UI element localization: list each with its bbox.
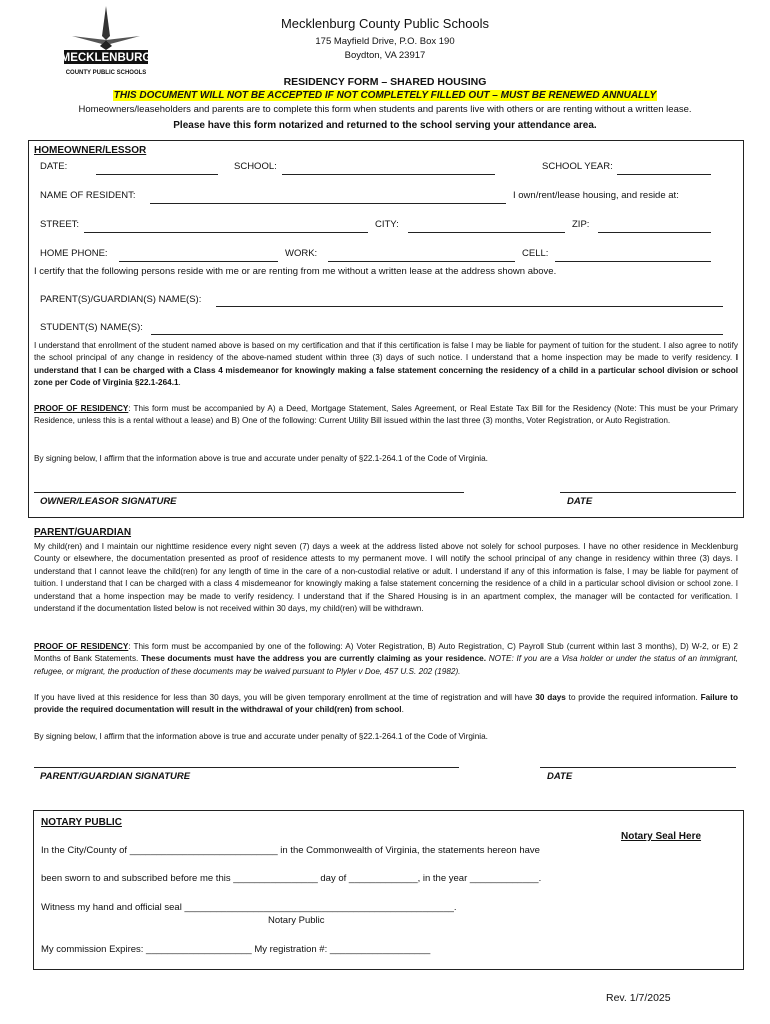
revision-date: Rev. 1/7/2025 <box>606 992 671 1004</box>
notary-commission-line[interactable]: My commission Expires: ____________________ My registration #: ___________________ <box>41 944 431 955</box>
work-phone-label: WORK: <box>285 248 318 259</box>
address-line-1: 175 Mayfield Drive, P.O. Box 190 <box>315 36 455 47</box>
work-phone-field[interactable] <box>328 261 515 262</box>
homeowner-heading: HOMEOWNER/LESSOR <box>34 145 147 156</box>
parent-date-field[interactable] <box>540 767 736 768</box>
notary-public-label: Notary Public <box>268 915 325 926</box>
certify-statement: I certify that the following persons reside with me or are renting from me without a written lease at the address shown above. <box>34 266 557 277</box>
owner-understanding-paragraph: I understand that enrollment of the student named above is based on my certification and that if this certification is false I may be liable for payment of tuition for the student. I also agree to notify the school principal of any change in residency of the above-named student within three (3) days of such notice. I understand that a home inspection may be made to verify residency. I understand that I can be charged with a Class 4 misdemeanor for knowingly making a false statement concerning the residency of a child in a particular school division or school zone per Code of Virginia §22.1-264.1. <box>34 341 738 388</box>
date-field[interactable] <box>96 174 218 175</box>
svg-text:MECKLENBURG: MECKLENBURG <box>60 52 152 64</box>
school-year-label: SCHOOL YEAR: <box>542 161 613 172</box>
owner-proof-paragraph: PROOF OF RESIDENCY: This form must be accompanied by A) a Deed, Mortgage Statement, Sales Agreement, or Real Estate Tax Bill for the Residency (Note: This must be your Primary Residence, unless this is a rental without a lease) and B) One of the following: Current Utility Bill issued within the last three (3) months, Voter Registration, or Auto Registration. <box>34 404 738 426</box>
owner-date-label: DATE <box>567 496 593 507</box>
owner-date-field[interactable] <box>560 492 736 493</box>
zip-field[interactable] <box>598 232 711 233</box>
parents-names-field[interactable] <box>216 306 723 307</box>
city-field[interactable] <box>408 232 565 233</box>
owner-signature-label: OWNER/LEASOR SIGNATURE <box>40 496 177 507</box>
notary-jurisdiction-line[interactable]: In the City/County of ____________________________ in the Commonwealth of Virginia, the statements hereon have <box>41 845 540 856</box>
cell-phone-label: CELL: <box>522 248 549 259</box>
own-rent-label: I own/rent/lease housing, and reside at: <box>513 190 679 201</box>
home-phone-field[interactable] <box>119 261 278 262</box>
notary-sworn-line[interactable]: been sworn to and subscribed before me this ________________ day of _____________, in the year _____________. <box>41 873 542 884</box>
students-names-field[interactable] <box>151 334 723 335</box>
parents-names-label: PARENT(S)/GUARDIAN(S) NAME(S): <box>40 294 202 305</box>
school-district-name: Mecklenburg County Public Schools <box>280 16 490 31</box>
parent-proof-paragraph: PROOF OF RESIDENCY: This form must be accompanied by one of the following: A) Voter Registration, B) Auto Registration, C) Payroll Stub (current within last 3 months), D) W-2, or E) 2 Months of Bank Statements. These documents must have the address you are currently claiming as your residence. NOTE: If you are a Visa holder or under the status of an immigrant, refugee, or migrant, the production of these documents may be waived pursuant to Plyler v Doe, 457 U.S. 202 (1982). <box>34 642 738 676</box>
home-phone-label: HOME PHONE: <box>40 248 108 259</box>
school-year-field[interactable] <box>617 174 711 175</box>
notary-heading: NOTARY PUBLIC <box>41 817 122 828</box>
parent-signature-field[interactable] <box>34 767 459 768</box>
cell-phone-field[interactable] <box>555 261 711 262</box>
form-title: RESIDENCY FORM – SHARED HOUSING <box>283 76 487 88</box>
students-names-label: STUDENT(S) NAME(S): <box>40 322 143 333</box>
street-label: STREET: <box>40 219 80 230</box>
parent-heading: PARENT/GUARDIAN <box>34 527 132 538</box>
warning-banner: THIS DOCUMENT WILL NOT BE ACCEPTED IF NOT COMPLETELY FILLED OUT – MUST BE RENEWED ANNUALLY <box>113 90 657 101</box>
parent-affirm: By signing below, I affirm that the information above is true and accurate under penalty of §22.1-264.1 of the Code of Virginia. <box>34 732 488 741</box>
notary-seal-area: Notary Seal Here <box>621 831 702 842</box>
svg-text:COUNTY PUBLIC SCHOOLS: COUNTY PUBLIC SCHOOLS <box>65 70 147 76</box>
city-label: CITY: <box>375 219 399 230</box>
temporary-enrollment-paragraph: If you have lived at this residence for less than 30 days, you will be given temporary enrollment at the time of registration and will have 30 days to provide the required information. Failure to provide the required documentation will result in the withdrawal of your child(ren) from school. <box>34 693 738 715</box>
school-label: SCHOOL: <box>234 161 277 172</box>
resident-name-label: NAME OF RESIDENT: <box>40 190 136 201</box>
zip-label: ZIP: <box>572 219 590 230</box>
street-field[interactable] <box>84 232 368 233</box>
parent-statement: My child(ren) and I maintain our nighttime residence every night seven (7) days a week at the address listed above not solely for school purposes. I have no other residence in Mecklenburg County or elsewhere, the documentation presented as proof of residence attests to my permanent move. I will notify the school principal of any change in residency within three (3) days. I understand that I cannot leave the child(ren) for any length of time in the care of a non-custodial relative or adult. I understand if any of this information is false, I may be liable for payment of tuition. I understand that I can be charged with a class 4 misdemeanor for knowingly making a false statement concerning the residence of a child in a particular school division or school zone. I understand that a home inspection may be made to verify residency. I understand that if the Shared Housing is in an apartment complex, the manager will be contacted for verification. I understand if the documentation listed below is not received within 30 days, my child(ren) will be withdrawn. <box>34 542 738 614</box>
notarize-instruction: Please have this form notarized and returned to the school serving your attendance area. <box>173 120 597 131</box>
intro-text: Homeowners/leaseholders and parents are to complete this form when students and parents live with others or are renting without a written lease. <box>78 104 692 115</box>
resident-name-field[interactable] <box>150 203 506 204</box>
owner-signature-field[interactable] <box>34 492 464 493</box>
address-line-2: Boydton, VA 23917 <box>344 50 426 61</box>
parent-signature-label: PARENT/GUARDIAN SIGNATURE <box>40 771 191 782</box>
notary-witness-line[interactable]: Witness my hand and official seal ___________________________________________________. <box>41 902 457 913</box>
owner-affirm: By signing below, I affirm that the information above is true and accurate under penalty of §22.1-264.1 of the Code of Virginia. <box>34 454 488 463</box>
date-label: DATE: <box>40 161 68 172</box>
school-field[interactable] <box>282 174 495 175</box>
parent-date-label: DATE <box>547 771 573 782</box>
